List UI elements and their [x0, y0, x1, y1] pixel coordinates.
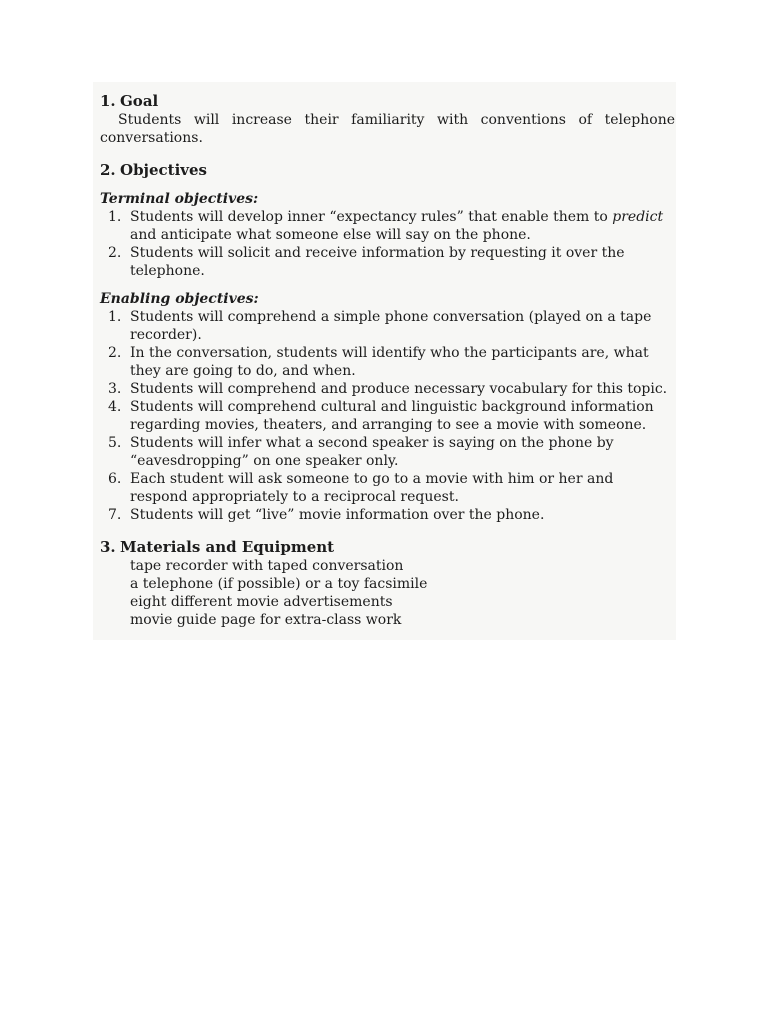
item-number: 5. [108, 435, 122, 451]
list-item [100, 380, 675, 398]
item-text: Students will comprehend a simple phone conversation (played on a tape recorder). [130, 309, 652, 343]
list-item [100, 470, 675, 506]
item-number: 1. [108, 209, 122, 225]
objectives-title: Objectives [120, 161, 207, 179]
list-item [100, 344, 675, 380]
document-content [100, 92, 675, 629]
item-number: 3. [108, 381, 122, 397]
list-item [100, 398, 675, 434]
terminal-objectives-list [100, 208, 675, 280]
item-number: 1. [108, 309, 122, 325]
item-text: Students will comprehend cultural and linguistic background information regarding movies, theaters, and arranging to see a movie with someone. [130, 399, 654, 433]
enabling-objectives-list [100, 308, 675, 524]
item-text: Students will develop inner “expectancy rules” that enable them to [130, 209, 613, 225]
objectives-number: 2. [100, 161, 116, 179]
enabling-objectives-heading: Enabling objectives: [100, 291, 259, 307]
item-text: Students will comprehend and produce necessary vocabulary for this topic. [130, 381, 668, 397]
item-number: 6. [108, 471, 122, 487]
objectives-heading [100, 161, 675, 180]
item-text-rest: and anticipate what someone else will say on the phone. [130, 227, 531, 243]
item-text: Each student will ask someone to go to a movie with him or her and respond appropriately to a reciprocal request. [130, 471, 614, 505]
list-item [100, 308, 675, 344]
item-text: Students will infer what a second speaker is saying on the phone by “eavesdropping” on one speaker only. [130, 435, 614, 469]
list-item: tape recorder with taped conversation [130, 558, 404, 574]
item-number: 2. [108, 245, 122, 261]
item-emphasis: predict [612, 209, 664, 225]
item-number: 2. [108, 345, 122, 361]
list-item: a telephone (if possible) or a toy facsimile [130, 576, 428, 592]
list-item: movie guide page for extra-class work [130, 612, 402, 628]
goal-heading [100, 92, 675, 111]
materials-list [100, 557, 675, 629]
list-item [100, 434, 675, 470]
materials-number: 3. [100, 538, 116, 556]
item-number: 4. [108, 399, 122, 415]
goal-number: 1. [100, 92, 116, 110]
item-text: In the conversation, students will identify who the participants are, what they are going to do, and when. [130, 345, 649, 379]
materials-title: Materials and Equipment [120, 538, 335, 556]
item-number: 7. [108, 507, 122, 523]
list-item [100, 244, 675, 280]
list-item [100, 208, 675, 244]
item-text: Students will get “live” movie information over the phone. [130, 507, 545, 523]
materials-heading [100, 538, 675, 557]
item-text: Students will solicit and receive information by requesting it over the telephone. [130, 245, 625, 279]
list-item [100, 506, 675, 524]
goal-title: Goal [120, 92, 159, 110]
terminal-objectives-heading: Terminal objectives: [100, 191, 259, 207]
list-item: eight different movie advertisements [130, 594, 393, 610]
goal-text: Students will increase their familiarity with conventions of telephone conversations. [100, 112, 675, 146]
